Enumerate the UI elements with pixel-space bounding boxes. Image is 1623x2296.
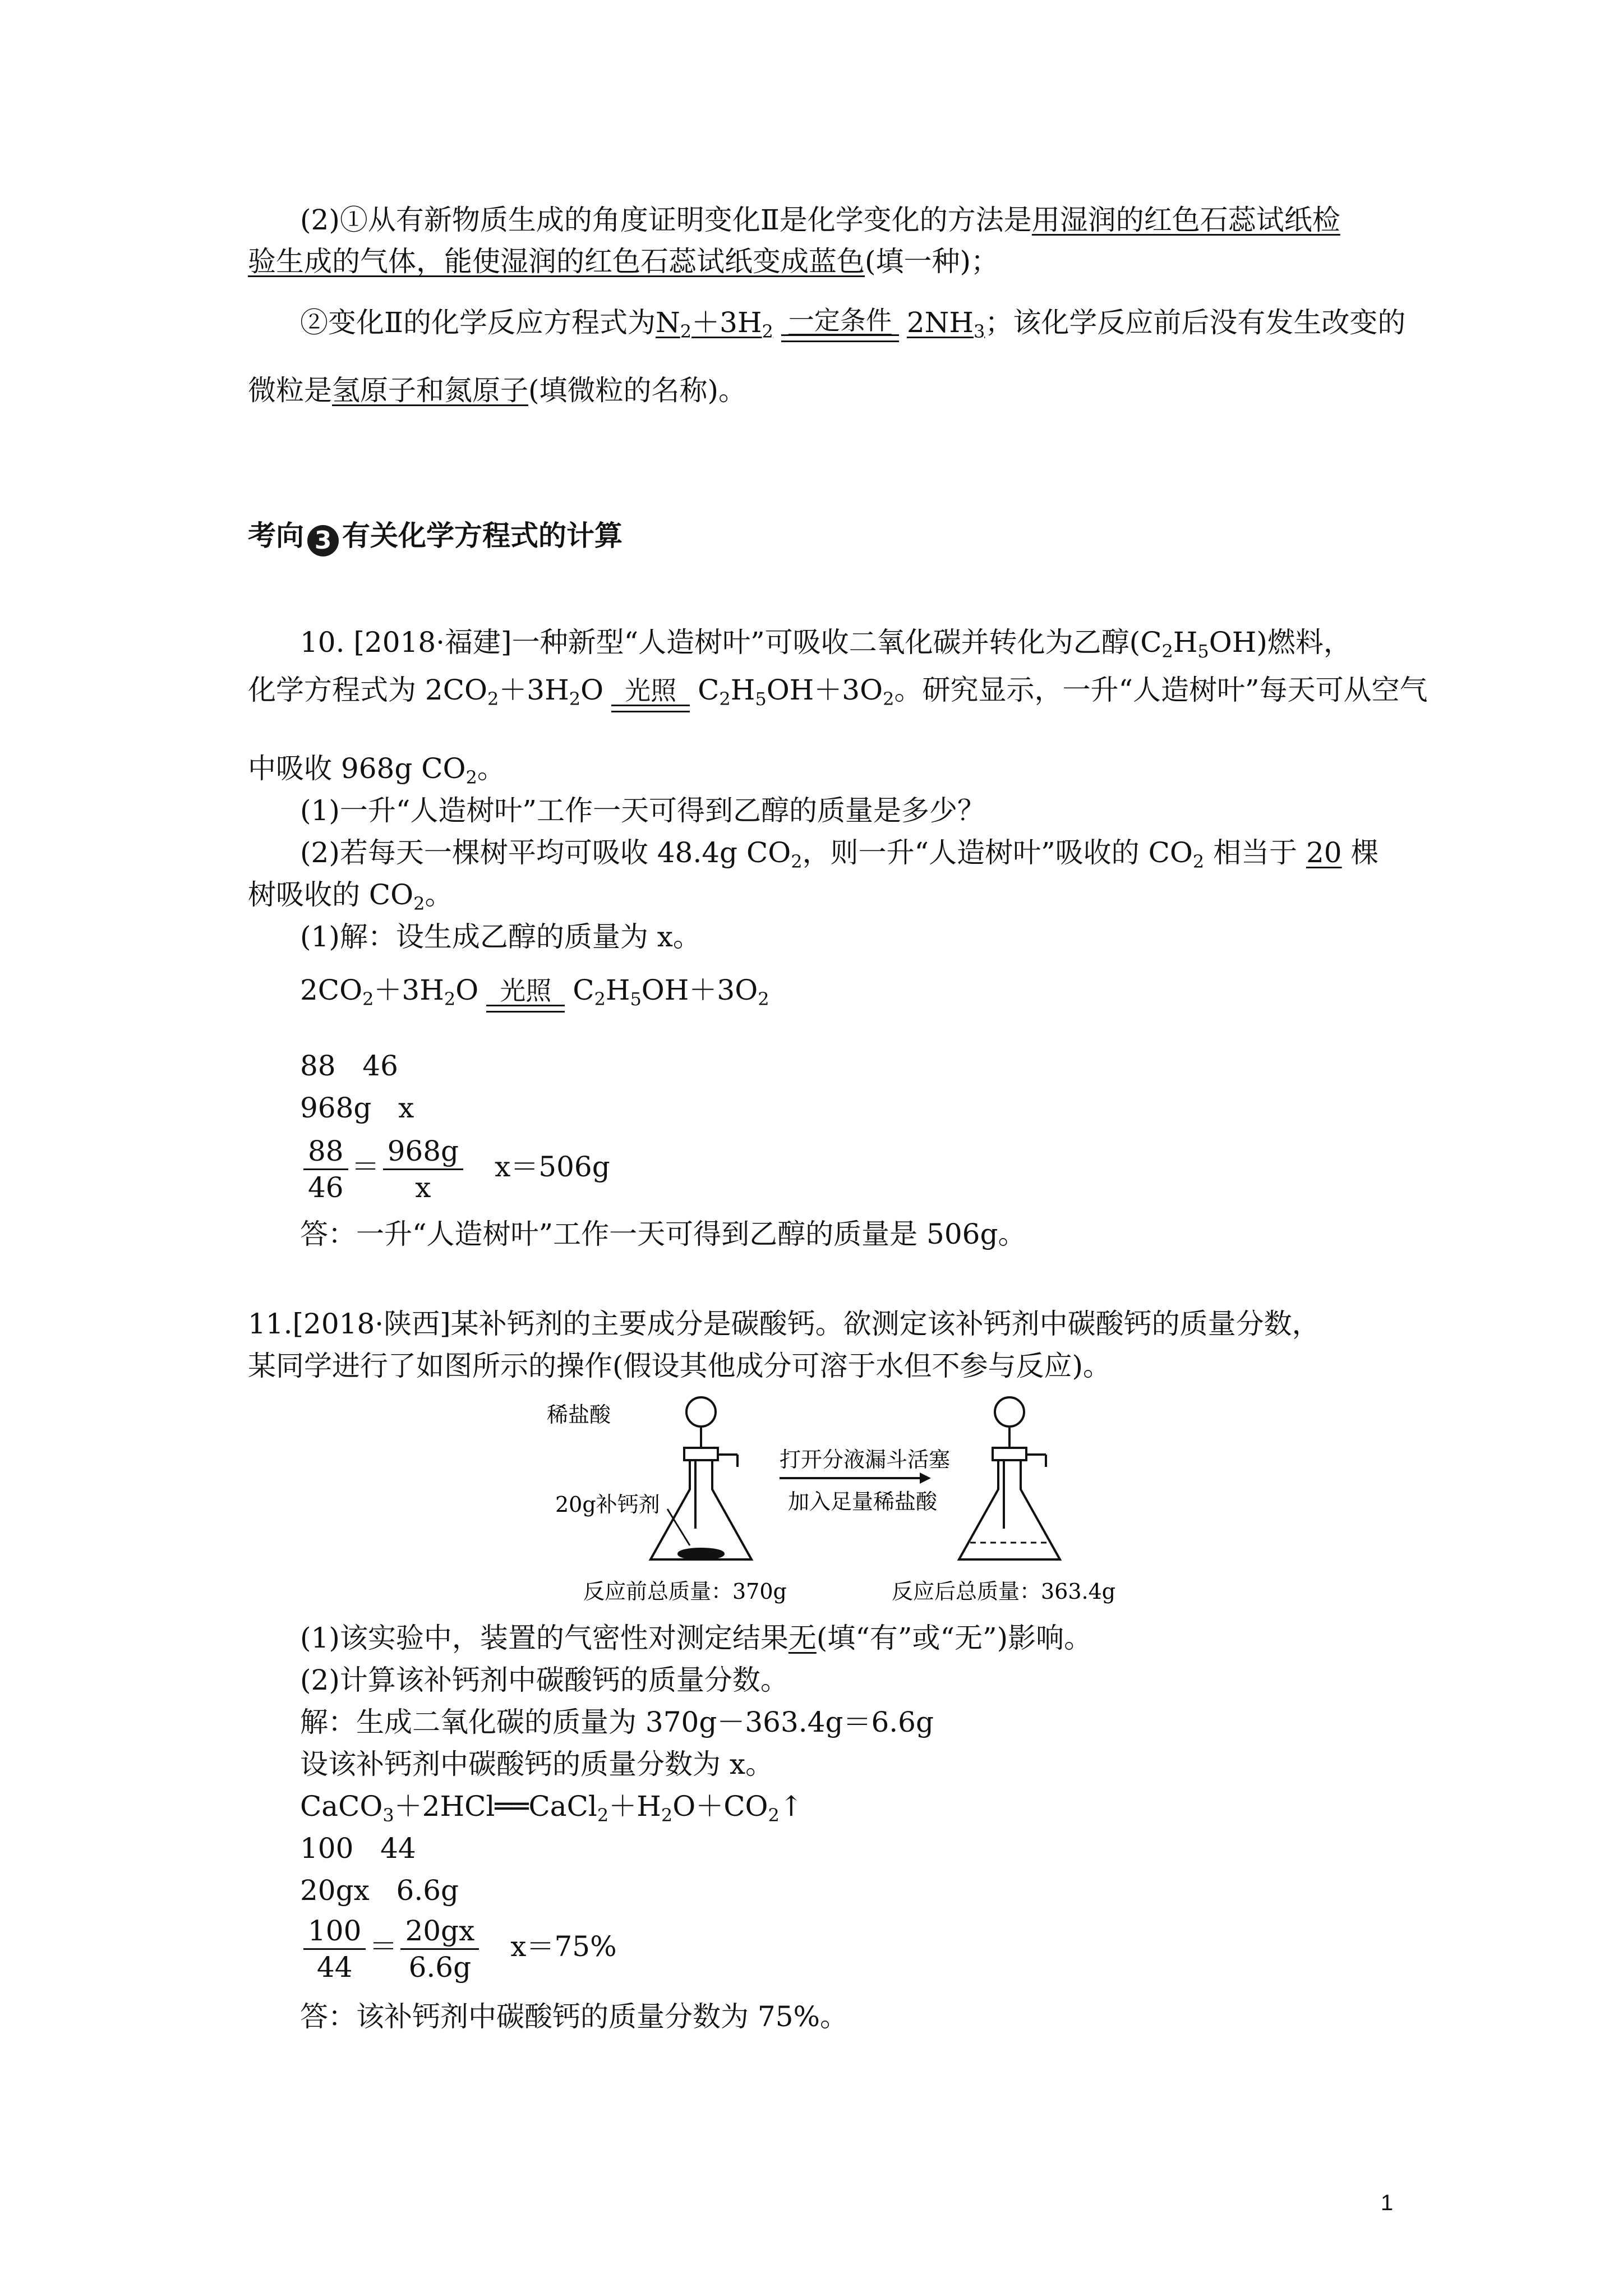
part2-line2: [248, 245, 999, 278]
reaction-condition: 光照: [486, 977, 565, 1013]
q10-line3: 中吸收 968g $CO_2$。: [248, 752, 505, 788]
part2-line4: [248, 374, 746, 407]
q11-solution-line2: 设该补钙剂中碳酸钙的质量分数为 x。: [300, 1748, 774, 1780]
equation-product: $2NH_3$: [906, 306, 985, 342]
q11-ratio-row1: 100 44: [300, 1832, 416, 1865]
q11-ratio-row2: 20gx 6.6g: [300, 1874, 459, 1907]
q10-question2: (2)若每天一棵树平均可吸收 48.4g $CO_2$，则一升“人造树叶”吸收的 $CO_2$ 相当于 20 棵: [300, 836, 1379, 872]
fraction: $\frac{100}{44}$: [303, 1913, 366, 1985]
q11-line2: 某同学进行了如图所示的操作(假设其他成分可溶于水但不参与反应)。: [248, 1350, 1112, 1382]
reaction-condition: 一定条件: [781, 306, 899, 342]
sample-label: 20g补钙剂: [555, 1492, 660, 1517]
q11-proportion: $\frac{100}{44}$ ＝ $\frac{20gx}{6.6g}$ x＝75%: [300, 1910, 617, 1985]
reaction-condition: 光照: [611, 677, 690, 712]
answer-underlined: 20: [1306, 836, 1342, 869]
before-mass-label: 反应前总质量：370g: [583, 1579, 787, 1604]
q10-question1: (1)一升“人造树叶”工作一天可得到乙醇的质量是多少？: [300, 794, 985, 827]
apparatus-svg: [538, 1394, 1144, 1607]
section-heading: [248, 519, 623, 556]
arrow-bottom-label: 加入足量稀盐酸: [788, 1489, 938, 1514]
answer-underlined: 无: [788, 1622, 817, 1654]
text: 微粒是: [248, 374, 332, 407]
q11-question2: (2)计算该补钙剂中碳酸钙的质量分数。: [300, 1664, 789, 1696]
text: (2)①从有新物质生成的角度证明变化Ⅱ是化学变化的方法是: [300, 204, 1032, 236]
page-number: 1: [1381, 2191, 1394, 2215]
text: (填一种)；: [865, 245, 999, 278]
text: (填微粒的名称)。: [528, 374, 747, 407]
q10-proportion: $\frac{88}{46}$ ＝ $\frac{968g}{x}$ x＝506g: [300, 1130, 610, 1205]
q11-line1: 11.[2018·陕西]某补钙剂的主要成分是碳酸钙。欲测定该补钙剂中碳酸钙的质量分数，: [248, 1308, 1320, 1340]
text: ②变化Ⅱ的化学反应方程式为: [300, 306, 656, 339]
q10-solution-equation: $2CO_2+3H_2O$ 光照 $C_2H_5OH+3O_2$: [300, 968, 769, 1013]
q11-answer: 答：该补钙剂中碳酸钙的质量分数为 75%。: [300, 2000, 849, 2033]
fraction: $\frac{968g}{x}$: [383, 1134, 463, 1205]
acid-label: 稀盐酸: [547, 1402, 611, 1427]
section-number-badge: 3: [307, 525, 339, 556]
part2-line1: [300, 203, 1340, 237]
answer-underlined: 验生成的气体，能使湿润的红色石蕊试纸变成蓝色: [248, 245, 865, 278]
q10-line1: 10. [2018·福建]一种新型“人造树叶”可吸收二氧化碳并转化为乙醇$(C_2H_5OH)$燃料，: [300, 626, 1352, 662]
q10-question2-cont: 树吸收的 $CO_2$。: [248, 878, 453, 914]
text: ；该化学反应前后没有发生改变的: [985, 306, 1406, 339]
answer-underlined: 氢原子和氮原子: [332, 374, 528, 407]
arrow-top-label: 打开分液漏斗活塞: [780, 1447, 951, 1472]
answer-underlined: 用湿润的红色石蕊试纸检: [1031, 204, 1340, 236]
q11-equation: $CaCO_3+2HCl══CaCl_2+H_2O+CO_2↑$: [300, 1790, 803, 1826]
section-prefix: 考向: [248, 519, 304, 552]
q11-solution-line1: 解：生成二氧化碳的质量为 370g－363.4g＝6.6g: [300, 1706, 934, 1738]
q10-solution-intro: (1)解：设生成乙醇的质量为 x。: [300, 921, 701, 953]
q10-equation-line: 化学方程式为 $2CO_2+3H_2O$ 光照 $C_2H_5OH+3O_2$。研究显示，一升“人造树叶”每天可从空气: [248, 668, 1428, 712]
part2-line3: [300, 303, 1405, 342]
equation-answer: $N_2+3H_2$: [655, 306, 773, 342]
after-mass-label: 反应后总质量：363.4g: [892, 1579, 1116, 1604]
q10-ratio-row1: 88 46: [300, 1050, 398, 1082]
section-title: 有关化学方程式的计算: [342, 519, 623, 552]
q11-question1: (1)该实验中，装置的气密性对测定结果无(填“有”或“无”)影响。: [300, 1622, 1092, 1654]
q10-answer: 答：一升“人造树叶”工作一天可得到乙醇的质量是 506g。: [300, 1218, 1026, 1250]
q10-ratio-row2: 968g x: [300, 1092, 414, 1124]
fraction: $\frac{88}{46}$: [303, 1134, 348, 1205]
apparatus-diagram: [538, 1394, 1144, 1607]
fraction: $\frac{20gx}{6.6g}$: [400, 1913, 479, 1985]
